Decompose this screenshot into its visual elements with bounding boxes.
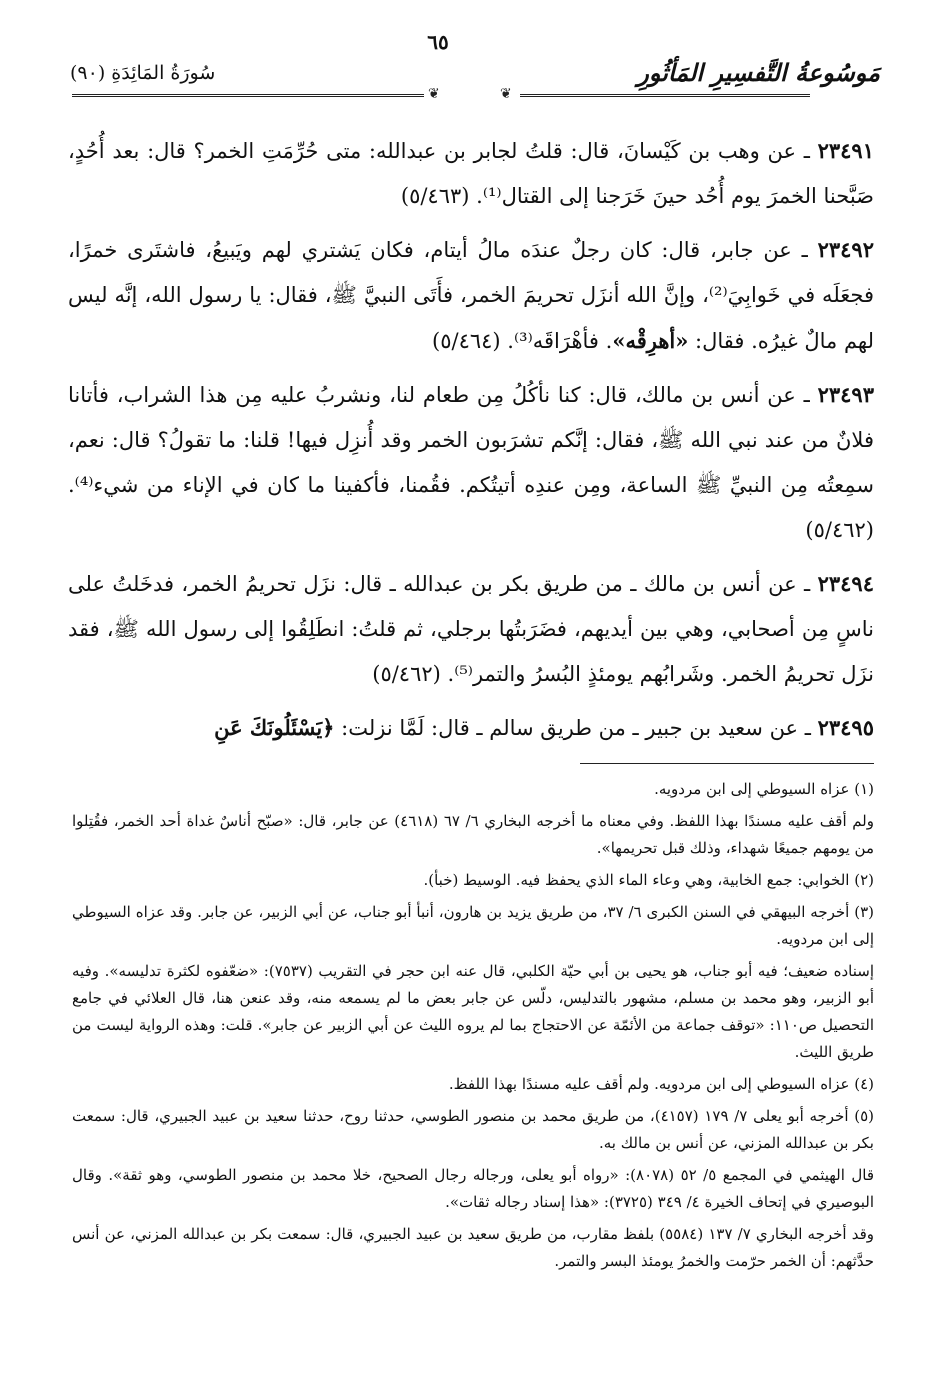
page-number: ٦٥ bbox=[427, 30, 449, 54]
source-reference: (٥/٤٦٤) bbox=[432, 329, 501, 353]
footnote: ولم أقف عليه مسندًا بهذا اللفظ. وفي معناه ما أخرجه البخاري ٦/ ٦٧ (٤٦١٨) عن جابر، قال: «صبّح أناسٌ غداة أحد الخمر، فقُتِلوا من يومهم جميعًا شهداء، وذلك قبل تحريمها». bbox=[72, 812, 874, 857]
source-reference: (٥/٤٦٢) bbox=[372, 662, 441, 686]
hadith-text: ـ عن أنس بن مالك، قال: كنا نأكُلُ مِن طعام لنا، ونشربُ عليه مِن هذا الشراب، فأتانا فلانٌ من عند نبي الله ﷺ، فقال: إنَّكم تشرَبون الخمر وقد أُنزِل فيها! قلنا: ما تقولُ؟ قال: نعم، سمِعتُه مِن النبيِّ ﷺ الساعة، ومِن عندِه أتيتُكم. فقُمنا، فأكفينا ما كان في الإناء من شيء⁽⁴⁾. bbox=[68, 383, 874, 497]
running-header bbox=[70, 58, 880, 98]
header-rule-right bbox=[520, 94, 810, 97]
hadith-text: ـ عن سعيد بن جبير ـ من طريق سالم ـ قال: لَمَّا نزلت: bbox=[334, 716, 818, 740]
footnote: (٥) أخرجه أبو يعلى ٧/ ١٧٩ (٤١٥٧)، من طريق محمد بن منصور الطوسي، حدثنا روح، حدثنا سعيد بن عبيد الجبيري، قال: سمعت بكر بن عبدالله المزني، عن أنس بن مالك به. bbox=[72, 1107, 874, 1152]
ornament-icon: ❦ bbox=[500, 86, 512, 102]
header-rule-left bbox=[72, 94, 424, 97]
hadith-entry bbox=[68, 372, 874, 553]
hadith-text: ـ عن وهب بن كَيْسانَ، قال: قلتُ لجابر بن عبدالله: متى حُرِّمَتِ الخمر؟ قال: بعد أُحُدٍ، صَبَّحنا الخمرَ يوم أُحُد حينَ خَرَجنا إلى القتال⁽¹⁾. bbox=[68, 139, 874, 208]
hadith-text: ـ عن جابر، قال: كان رجلٌ عندَه مالُ أيتام، فكان يَشتري لهم ويَبيعُ، فاشتَرى خمرًا، فجعَلَه في خَوابِيَ⁽²⁾، وإنَّ الله أنزَل تحريمَ الخمر، فأَتَى النبيَّ ﷺ، فقال: يا رسول الله، إنَّه ليس لهم مالٌ غيرُه. فقال: bbox=[68, 238, 874, 353]
footnote: قال الهيثمي في المجمع ٥/ ٥٢ (٨٠٧٨): «رواه أبو يعلى، ورجاله رجال الصحيح، خلا محمد بن منصور الطوسي، وهو ثقة». وقال البوصيري في إتحاف الخيرة ٤/ ٣٤٩ (٣٧٢٥): «هذا إسناد رجاله ثقات». bbox=[72, 1166, 875, 1211]
book-title: مَوسُوعةُ التَّفسِيرِ المَأثُورِ bbox=[637, 58, 880, 87]
main-text bbox=[68, 128, 874, 759]
quoted-saying: «أهرِقْه» bbox=[612, 328, 689, 353]
footnote: (٢) الخوابي: جمع الخابية، وهي وعاء الماء الذي يحفظ فيه. الوسيط (خبأ). bbox=[423, 871, 874, 889]
footnote: (٤) عزاه السيوطي إلى ابن مردويه. ولم أقف عليه مسندًا بهذا اللفظ. bbox=[448, 1075, 874, 1093]
hadith-number: ٢٣٤٩٣ bbox=[817, 382, 874, 407]
footnote: وقد أخرجه البخاري ٧/ ١٣٧ (٥٥٨٤) بلفظ مقارب، من طريق سعيد بن عبيد الجبيري، قال: سمعت بكر بن عبدالله المزني، عن أنس حدَّثهم: أن الخمر حرّمت والخمرُ يومئذ البسر والتمر. bbox=[72, 1225, 875, 1270]
ornament-icon: ❦ bbox=[428, 86, 440, 102]
footnotes bbox=[72, 776, 874, 1280]
hadith-entry bbox=[68, 128, 874, 219]
footnote-separator bbox=[580, 763, 874, 764]
source-reference: (٥/٤٦٢) bbox=[805, 518, 874, 542]
hadith-text: . فأهْرَاقَه⁽³⁾. bbox=[500, 329, 613, 353]
surah-title: سُورَةُ المَائِدَةِ (٩٠) bbox=[70, 62, 216, 84]
quran-verse: ﴿يَسْئَلُونَكَ عَنِ bbox=[214, 715, 335, 740]
hadith-number: ٢٣٤٩٥ bbox=[817, 715, 874, 740]
hadith-entry bbox=[68, 227, 874, 364]
footnote: (٣) أخرجه البيهقي في السنن الكبرى ٦/ ٣٧، من طريق يزيد بن هارون، أنبأ أبو جناب، عن أبي الزبير، عن جابر. وقد عزاه السيوطي إلى ابن مردويه. bbox=[72, 903, 874, 948]
hadith-number: ٢٣٤٩٤ bbox=[817, 571, 874, 596]
footnote: (١) عزاه السيوطي إلى ابن مردويه. bbox=[654, 780, 874, 798]
hadith-entry bbox=[68, 705, 874, 751]
hadith-number: ٢٣٤٩١ bbox=[817, 138, 874, 163]
hadith-entry bbox=[68, 561, 874, 697]
footnote: إسناده ضعيف؛ فيه أبو جناب، هو يحيى بن أبي حيّة الكلبي، قال عنه ابن حجر في التقريب (٧٥٣٧): «ضعّفوه لكثرة تدليسه». وفيه أبو الزبير، وهو محمد بن مسلم، مشهور بالتدليس، دلّس عن جابر بعض ما لم يسمعه منه، وقد عنعن هنا، قال العلائي في جامع التحصيل ص١١٠: «توقف جماعة من الأئمّة عن الاحتجاج بما لم يروه الليث عن أبي الزبير عن جابر». قلت: وهذه الرواية ليست من طريق الليث. bbox=[72, 962, 875, 1061]
hadith-text: ـ عن أنس بن مالك ـ من طريق بكر بن عبدالله ـ قال: نزَل تحريمُ الخمر، فدخَلتُ على ناسٍ مِن أصحابي، وهي بين أيديهم، فضَرَبتُها برجلي، ثم قلتُ: انطَلِقُوا إلى رسول الله ﷺ، فقد نزَل تحريمُ الخمر. وشَرابُهم يومئذٍ البُسرُ والتمر⁽⁵⁾. bbox=[68, 572, 874, 686]
hadith-number: ٢٣٤٩٢ bbox=[817, 237, 874, 262]
source-reference: (٥/٤٦٣) bbox=[400, 184, 470, 208]
